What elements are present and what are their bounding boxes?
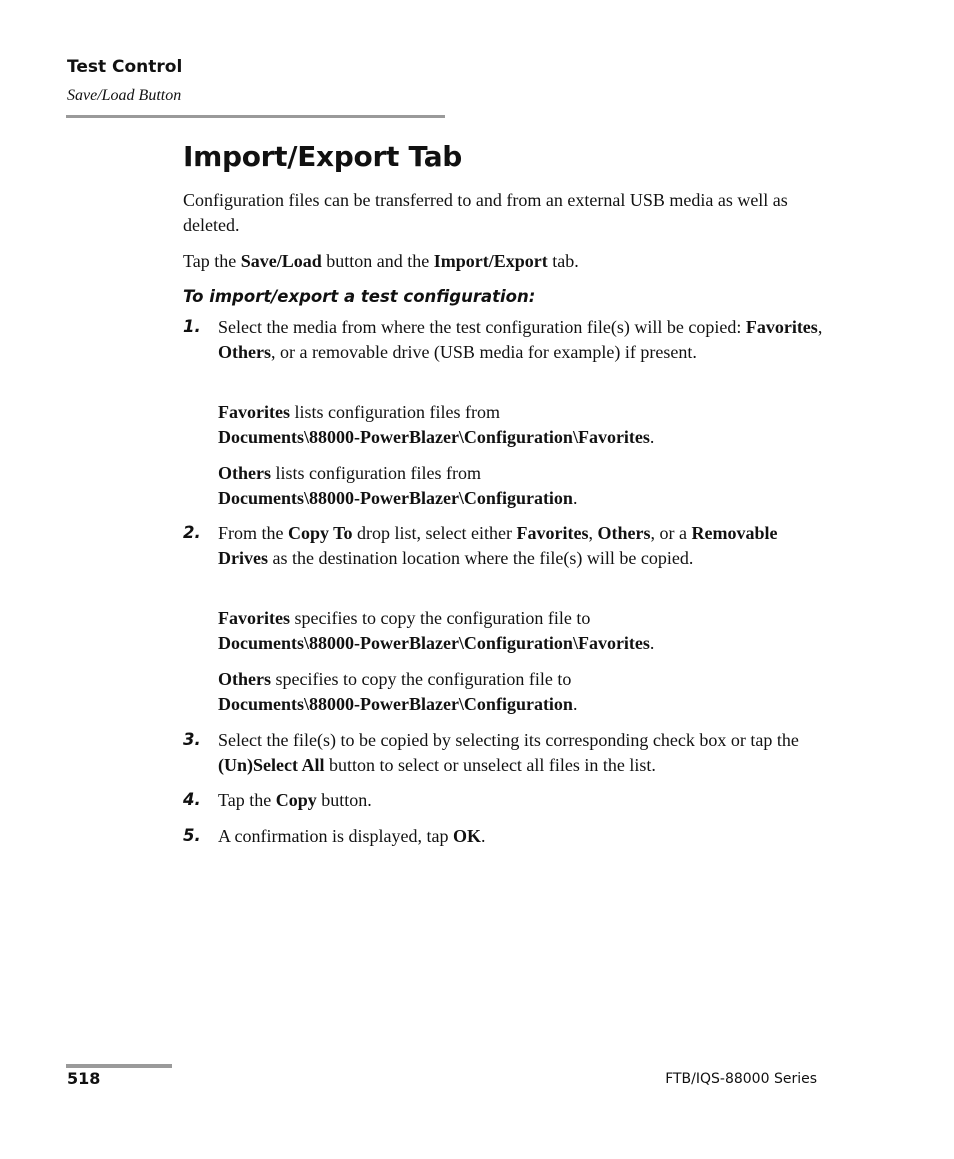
intro-paragraph: Configuration files can be transferred to and from an external USB media as well as deleted. [183, 190, 788, 235]
tap-instruction: Tap the Save/Load button and the Import/Export tab. [183, 251, 579, 271]
procedure-title: To import/export a test configuration: [183, 287, 536, 306]
save-load-term: Save/Load [240, 251, 322, 271]
step-number: 2. [183, 523, 201, 542]
step-text: A confirmation is displayed, tap OK. [218, 826, 486, 846]
step-number: 3. [183, 730, 201, 749]
step-text: Select the file(s) to be copied by selecting its corresponding check box or tap the (Un)Select All button to select or unselect all files in the list. [218, 730, 799, 775]
product-series: FTB/IQS-88000 Series [665, 1071, 817, 1087]
step-text: Tap the Copy button. [218, 790, 372, 810]
path-text: Documents\88000-PowerBlazer\Configuration [218, 693, 573, 714]
page-number: 518 [67, 1069, 101, 1088]
step-text: From the Copy To drop list, select either Favorites, Others, or a Removable Drives as the destination location where the file(s) will be copied. [218, 523, 778, 568]
step-note: Others lists configuration files from Documents\88000-PowerBlazer\Configuration. [218, 463, 578, 508]
header-divider [66, 115, 445, 118]
import-export-term: Import/Export [433, 251, 548, 271]
footer-divider [66, 1064, 172, 1068]
step-note: Favorites lists configuration files from Documents\88000-PowerBlazer\Configuration\Favorites. [218, 402, 655, 447]
step-note: Favorites specifies to copy the configuration file to Documents\88000-PowerBlazer\Configuration\Favorites. [218, 608, 655, 653]
step-note: Others specifies to copy the configuration file to Documents\88000-PowerBlazer\Configuration. [218, 669, 578, 714]
header-subsection: Save/Load Button [67, 87, 182, 104]
path-text: Documents\88000-PowerBlazer\Configuration\Favorites [218, 426, 650, 447]
page-title: Import/Export Tab [183, 140, 463, 173]
path-text: Documents\88000-PowerBlazer\Configuration\Favorites [218, 632, 650, 653]
header-section-title: Test Control [67, 57, 183, 77]
path-text: Documents\88000-PowerBlazer\Configuration [218, 487, 573, 508]
step-number: 4. [183, 790, 201, 809]
step-number: 5. [183, 826, 201, 845]
step-number: 1. [183, 317, 201, 336]
step-text: Select the media from where the test configuration file(s) will be copied: Favorites, Others, or a removable drive (USB media for example) if present. [218, 317, 823, 362]
